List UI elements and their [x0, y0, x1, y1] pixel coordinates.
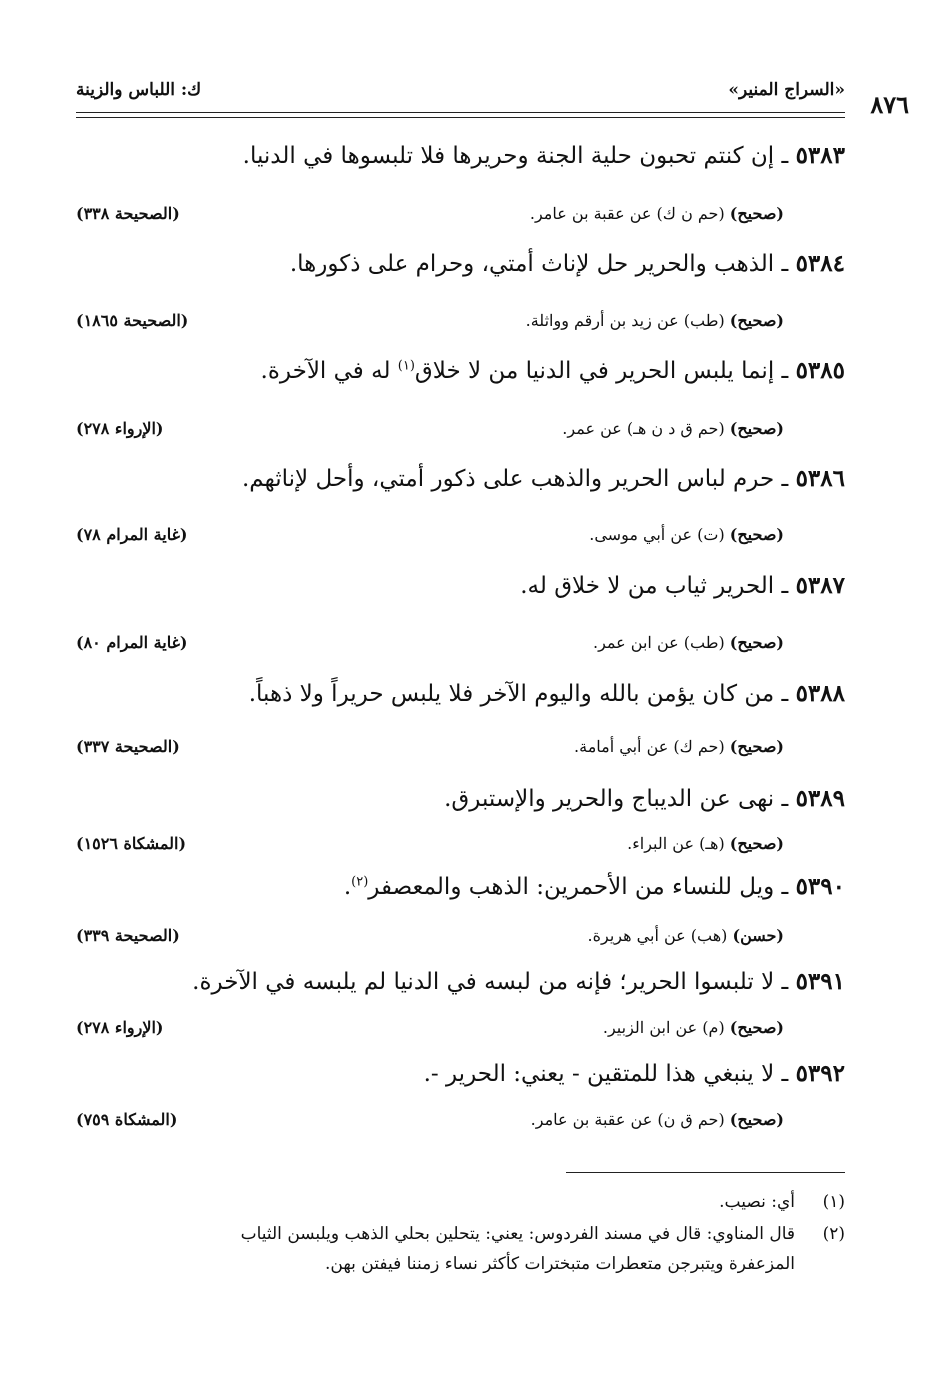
- hadith-body: لا تلبسوا الحرير؛ فإنه من لبسه في الدنيا لم يلبسه في الآخرة.: [192, 969, 775, 995]
- hadith-body: من كان يؤمن بالله واليوم الآخر فلا يلبس حريراً ولا ذهباً.: [248, 681, 775, 707]
- hadith-source: (ت) عن أبي موسى.: [589, 525, 725, 544]
- grade-label: (حسن): [732, 926, 784, 945]
- hadith-reference: (غاية المرام ٧٨): [76, 525, 188, 544]
- hadith-number: ٥٣٩٢: [795, 1060, 845, 1087]
- page-number: ٨٧٦: [870, 90, 909, 119]
- header-rule: [76, 112, 845, 113]
- hadith-grading: [531, 1110, 784, 1129]
- hadith-text: ٥٣٨٨ ـ من كان يؤمن بالله واليوم الآخر فلا يلبس حريراً ولا ذهباً.: [248, 680, 845, 707]
- hadith-reference: (الصحيحة ٣٣٩): [76, 926, 180, 945]
- chapter-title: ك: اللباس والزينة: [76, 80, 202, 100]
- hadith-number: ٥٣٨٩: [795, 785, 845, 812]
- hadith-grading: [562, 419, 784, 438]
- grade-label: (صحيح): [729, 311, 784, 330]
- hadith-number: ٥٣٩٠: [795, 873, 845, 900]
- hadith-grading: [574, 737, 784, 756]
- footnote-text: أي: نصيب.: [719, 1192, 795, 1212]
- grade-label: (صحيح): [729, 525, 784, 544]
- hadith-text: ٥٣٩٢ ـ لا ينبغي هذا للمتقين - يعني: الحرير -.: [423, 1060, 845, 1087]
- hadith-grading: [589, 525, 784, 544]
- hadith-body: ويل للنساء من الأحمرين: الذهب والمعصفر: [368, 874, 775, 900]
- hadith-reference: (الإرواء ٢٧٨): [76, 419, 164, 438]
- hadith-text: ٥٣٨٦ ـ حرم لباس الحرير والذهب على ذكور أمتي، وأحل لإناثهم.: [242, 465, 845, 492]
- hadith-body: إنما يلبس الحرير في الدنيا من لا خلاق: [414, 358, 775, 384]
- hadith-body: لا ينبغي هذا للمتقين - يعني: الحرير -.: [423, 1061, 775, 1087]
- hadith-text: ٥٣٨٣ ـ إن كنتم تحبون حلية الجنة وحريرها فلا تلبسوها في الدنيا.: [242, 142, 845, 169]
- hadith-reference: (المشكاة ١٥٢٦): [76, 834, 187, 853]
- hadith-source: (حم ك) عن أبي أمامة.: [574, 737, 725, 756]
- footnote-1: [76, 1187, 845, 1217]
- hadith-body: إن كنتم تحبون حلية الجنة وحريرها فلا تلبسوها في الدنيا.: [242, 143, 775, 169]
- hadith-number: ٥٣٨٨: [795, 680, 845, 707]
- hadith-reference: (غاية المرام ٨٠): [76, 633, 188, 652]
- grade-label: (صحيح): [729, 834, 784, 853]
- footnote-text-continued: المزعفرة ويتبرجن متعطرات متبخترات كأكثر نساء زمننا فيفتن بهن.: [324, 1254, 795, 1274]
- hadith-grading: [593, 633, 784, 652]
- footnote-marker: (١): [397, 358, 415, 374]
- hadith-body-continued: له في الآخرة.: [260, 358, 391, 384]
- hadith-body-continued: .: [343, 874, 352, 900]
- hadith-reference: (المشكاة ٧٥٩): [76, 1110, 178, 1129]
- hadith-text: ٥٣٨٩ ـ نهى عن الديباج والحرير والإستبرق.: [444, 785, 845, 812]
- hadith-number: ٥٣٨٣: [795, 142, 845, 169]
- hadith-grading: [530, 204, 784, 223]
- hadith-number: ٥٣٨٦: [795, 465, 845, 492]
- hadith-body: نهى عن الديباج والحرير والإستبرق.: [444, 786, 775, 812]
- hadith-reference: (الصحيحة ١٨٦٥): [76, 311, 189, 330]
- hadith-body: الذهب والحرير حل لإناث أمتي، وحرام على ذكورها.: [289, 251, 775, 277]
- hadith-reference: (الصحيحة ٣٣٨): [76, 204, 180, 223]
- footnote-marker: (٢): [351, 874, 369, 890]
- hadith-source: (حم ق ن) عن عقبة بن عامر.: [530, 1110, 725, 1129]
- hadith-body: حرم لباس الحرير والذهب على ذكور أمتي، وأحل لإناثهم.: [242, 466, 775, 492]
- hadith-source: (م) عن ابن الزبير.: [602, 1018, 725, 1037]
- hadith-text: ٥٣٨٧ ـ الحرير ثياب من لا خلاق له.: [520, 572, 845, 599]
- hadith-reference: (الإرواء ٢٧٨): [76, 1018, 164, 1037]
- running-title: «السراج المنير»: [728, 80, 845, 100]
- hadith-source: (حم ق د ن هـ) عن عمر.: [562, 419, 725, 438]
- hadith-text: ٥٣٩١ ـ لا تلبسوا الحرير؛ فإنه من لبسه في الدنيا لم يلبسه في الآخرة.: [192, 968, 845, 995]
- grade-label: (صحيح): [729, 419, 784, 438]
- hadith-grading: [588, 926, 784, 945]
- hadith-source: (هـ) عن البراء.: [627, 834, 725, 853]
- header-rule-thin: [76, 117, 845, 118]
- hadith-text: ٥٣٩٠ ـ ويل للنساء من الأحمرين: الذهب والمعصفر$^{(٢)}$.: [343, 873, 845, 900]
- hadith-text: ٥٣٨٤ ـ الذهب والحرير حل لإناث أمتي، وحرام على ذكورها.: [289, 250, 845, 277]
- hadith-source: (طب) عن زيد بن أرقم وواثلة.: [525, 311, 725, 330]
- grade-label: (صحيح): [729, 204, 784, 223]
- footnote-text: قال المناوي: قال في مسند الفردوس: يعني: يتحلين بحلي الذهب ويلبسن الثياب: [240, 1224, 795, 1244]
- grade-label: (صحيح): [729, 737, 784, 756]
- hadith-number: ٥٣٨٥: [795, 357, 845, 384]
- hadith-body: الحرير ثياب من لا خلاق له.: [520, 573, 775, 599]
- footnote-number: (١): [822, 1192, 845, 1212]
- hadith-grading: [627, 834, 784, 853]
- grade-label: (صحيح): [729, 633, 784, 652]
- grade-label: (صحيح): [729, 1018, 784, 1037]
- hadith-number: ٥٣٨٧: [795, 572, 845, 599]
- hadith-source: (حم ن ك) عن عقبة بن عامر.: [529, 204, 725, 223]
- hadith-number: ٥٣٨٤: [795, 250, 845, 277]
- hadith-grading: [526, 311, 784, 330]
- hadith-number: ٥٣٩١: [795, 968, 845, 995]
- hadith-grading: [603, 1018, 784, 1037]
- grade-label: (صحيح): [729, 1110, 784, 1129]
- hadith-text: ٥٣٨٥ ـ إنما يلبس الحرير في الدنيا من لا خلاق$^{(١)}$ له في الآخرة.: [260, 357, 845, 384]
- hadith-reference: (الصحيحة ٣٣٧): [76, 737, 180, 756]
- hadith-source: (هب) عن أبي هريرة.: [587, 926, 728, 945]
- footnote-separator: [566, 1172, 845, 1173]
- footnote-number: (٢): [822, 1224, 845, 1244]
- hadith-source: (طب) عن ابن عمر.: [592, 633, 725, 652]
- footnote-2: [76, 1219, 845, 1279]
